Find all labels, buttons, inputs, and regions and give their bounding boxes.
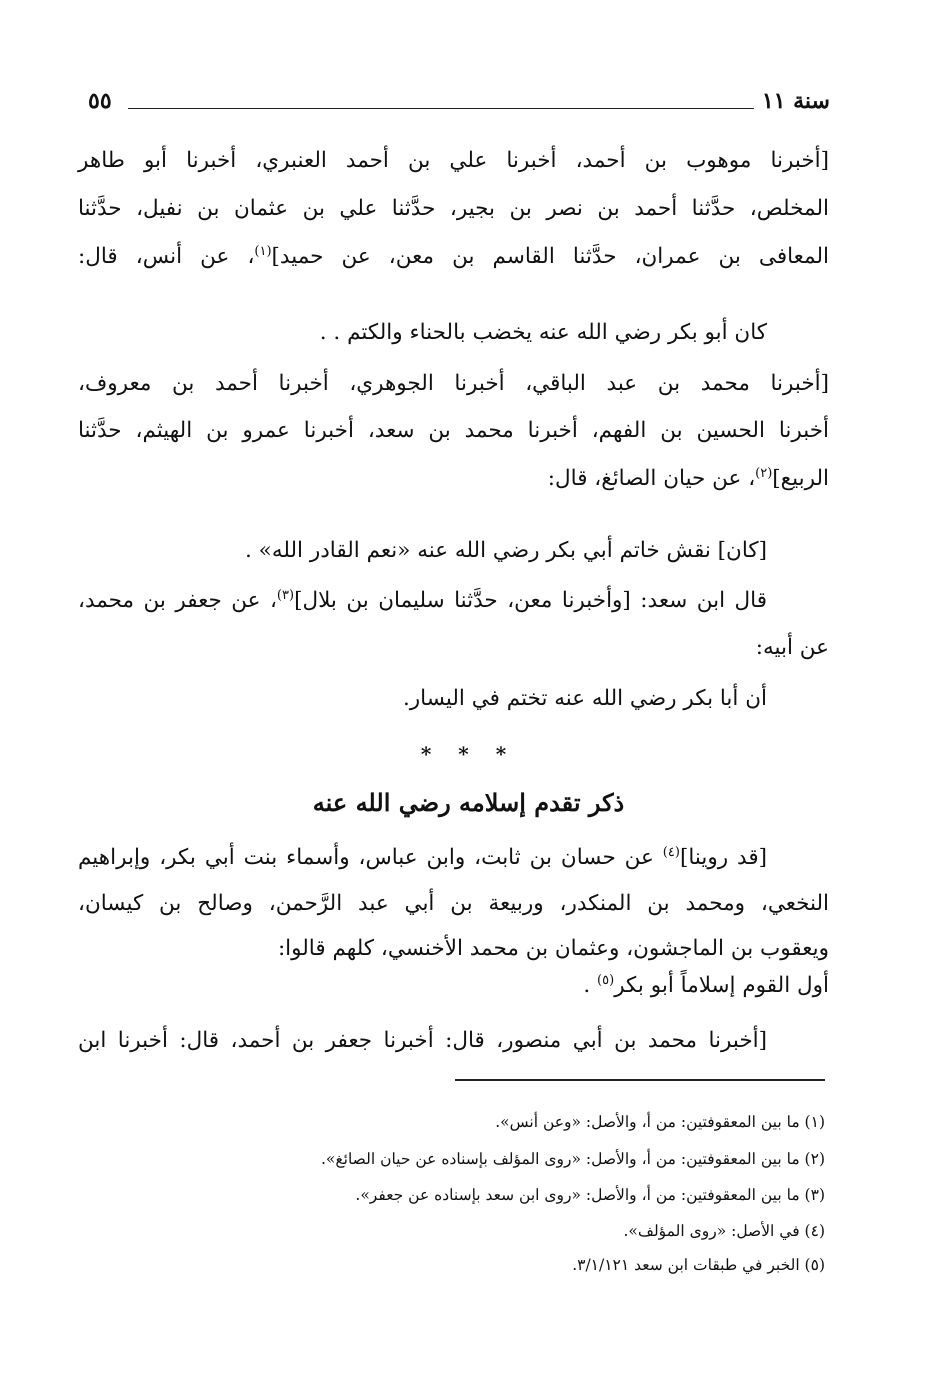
body-line: [أخبرنا موهوب بن أحمد، أخبرنا علي بن أحمد العنبري، أخبرنا أبو طاهر <box>78 148 829 173</box>
body-line: المعافى بن عمران، حدَّثنا القاسم بن معن، عن حميد]$^{(١)}$، عن أنس، قال: <box>78 244 829 270</box>
body-line: أخبرنا الحسين بن الفهم، أخبرنا محمد بن سعد، أخبرنا عمرو بن الهيثم، حدَّثنا <box>78 418 829 443</box>
footnote-marker[interactable]: (٣) <box>276 588 295 603</box>
body-line: المخلص، حدَّثنا أحمد بن نصر بن بجير، حدَّثنا علي بن عثمان بن نفيل، حدَّثنا <box>78 196 829 221</box>
footnote: (٤) في الأصل: «روى المؤلف». <box>623 1222 825 1240</box>
footnote: (٣) ما بين المعقوفتين: من أ، والأصل: «روى ابن سعد بإسناده عن جعفر». <box>355 1186 825 1204</box>
running-head-year: سنة ١١ <box>761 88 830 114</box>
body-line: الربيع]$^{(٢)}$، عن حيان الصائغ، قال: <box>547 466 829 492</box>
body-line: [أخبرنا محمد بن عبد الباقي، أخبرنا الجوهري، أخبرنا أحمد بن معروف، <box>78 371 829 396</box>
body-line: النخعي، ومحمد بن المنكدر، وربيعة بن أبي عبد الرَّحمن، وصالح بن كيسان، <box>78 891 829 916</box>
footnote-marker[interactable]: (٤) <box>662 845 680 860</box>
body-line: أن أبا بكر رضي الله عنه تختم في اليسار. <box>402 686 767 711</box>
body-line: [أخبرنا محمد بن أبي منصور، قال: أخبرنا جعفر بن أحمد، قال: أخبرنا ابن <box>78 1028 767 1053</box>
footnote: (٥) الخبر في طبقات ابن سعد ٣/١/١٢١. <box>572 1256 825 1274</box>
footnote: (٢) ما بين المعقوفتين: من أ، والأصل: «روى المؤلف بإسناده عن حيان الصائغ». <box>320 1150 825 1168</box>
body-line: أول القوم إسلاماً أبو بكر$^{(٥)}$ . <box>583 973 829 999</box>
section-separator: * * * <box>420 742 517 766</box>
footnote-marker[interactable]: (١) <box>254 244 272 259</box>
page-number: ٥٥ <box>88 88 112 114</box>
body-line: كان أبو بكر رضي الله عنه يخضب بالحناء والكتم . . <box>319 320 767 345</box>
footnote-rule <box>455 1079 825 1081</box>
body-line: عن أبيه: <box>755 635 829 660</box>
footnote: (١) ما بين المعقوفتين: من أ، والأصل: «وعن أنس». <box>495 1113 825 1131</box>
header-rule <box>128 108 754 109</box>
body-line: قال ابن سعد: [وأخبرنا معن، حدَّثنا سليمان بن بلال]$^{(٣)}$، عن جعفر بن محمد، <box>78 588 767 614</box>
footnote-marker[interactable]: (٥) <box>597 973 615 988</box>
section-title: ذكر تقدم إسلامه رضي الله عنه <box>312 788 625 817</box>
page-header <box>88 88 830 122</box>
body-line: ويعقوب بن الماجشون، وعثمان بن محمد الأخنسي، كلهم قالوا: <box>277 936 829 961</box>
body-line: [كان] نقش خاتم أبي بكر رضي الله عنه «نعم القادر الله» . <box>245 538 767 563</box>
footnote-marker[interactable]: (٢) <box>755 466 773 481</box>
body-line: [قد روينا]$^{(٤)}$ عن حسان بن ثابت، وابن عباس، وأسماء بنت أبي بكر، وإبراهيم <box>78 845 767 871</box>
